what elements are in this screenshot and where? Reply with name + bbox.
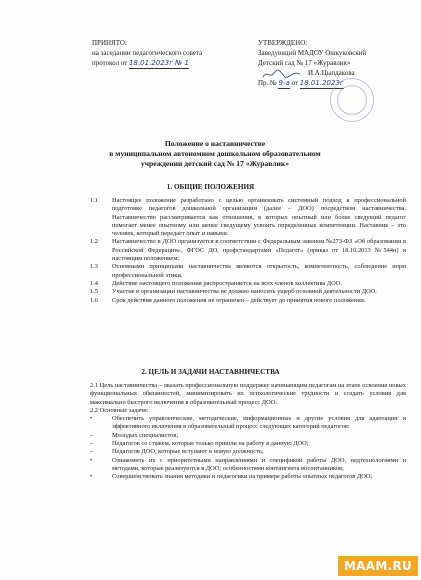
signature-image bbox=[262, 68, 302, 80]
protocol-handwritten: 18.01.2023г № 1 bbox=[129, 59, 189, 67]
section-1-body bbox=[90, 197, 406, 305]
clause-1-3: 1.3 Основными принципами наставничества являются открытость, компетентность, соблюдение норм профессиональной этики. bbox=[90, 263, 406, 279]
clause-1-1: 1.1 Настоящее положение разработано с целью организовать системный подход к профессиональной подготовке педагогов дошкольной организации (далее – ДОО) посредством наставничества. Наставничество рассматривается как отношения, в которых опытный или более сведущий педагог помогает менее опытному или менее сведущему усвоить определенные компетенции. Наставник – это человек, который передает опыт и навыки. bbox=[90, 197, 406, 238]
maam-watermark-logo[interactable]: MAAM.RU bbox=[338, 556, 418, 576]
approved-by-council: на заседании педагогического совета bbox=[92, 49, 203, 57]
order-line: Пр. № 9-а от 18.01.2023г bbox=[258, 79, 344, 87]
dash-item: – Педагогов со стажем, которые только пришли на работу в данную ДОО; bbox=[90, 440, 309, 448]
clause-1-5: 1.5 Участие в организации наставничества не должно наносить ущерб основной деятельности ДОО. bbox=[90, 288, 377, 296]
confirmed-label: УТВЕРЖДЕНО: bbox=[258, 39, 308, 47]
section-2-heading: 2. ЦЕЛЬ И ЗАДАЧИ НАСТАВНИЧЕСТВА bbox=[141, 368, 280, 376]
approval-block-right bbox=[258, 38, 398, 89]
head-position: Заведующий МАДОУ Ошкуковский bbox=[258, 49, 367, 57]
clause-1-2: 1.2 Наставничество в ДОО организуется в соответствии с Федеральным законом №273-ФЗ «Об образовании в Российской Федерации», ФГОС ДО, профстандартами «Педагог» (приказ от 18.10.2013 №544н) и настоящим положением. bbox=[90, 238, 406, 263]
bullet-item: • Совершенствовать знания методики и педагогики на примере работы опытных педагогов ДОО; bbox=[90, 473, 373, 481]
kindergarten-name: Детский сад № 17 «Журавлик» bbox=[258, 59, 351, 67]
approved-label: ПРИНЯТО: bbox=[92, 39, 127, 47]
document-title: Положение о наставничестве в муниципальном автономном дошкольном образовательном учреждении детский сад № 17 «Журавлик» bbox=[109, 139, 321, 168]
clause-1-4: 1.4 Действие настоящего положения распространяется на всех членов коллектива ДОО. bbox=[90, 279, 342, 287]
clause-2-2: 2.2 Основные задачи: bbox=[90, 406, 149, 414]
official-stamp bbox=[330, 78, 374, 122]
clause-1-6: 1.6 Срок действия данного положения не ограничен – действует до принятия нового положения. bbox=[90, 296, 366, 304]
section-1-heading: 1. ОБЩИЕ ПОЛОЖЕНИЯ bbox=[166, 183, 255, 191]
dash-item: – Молодых специалистов; bbox=[90, 431, 179, 439]
bullet-item: • Обеспечить управленческие, методические, информационные и другие условия для адаптации и эффективного включения в образовательный процесс следующих категорий педагогов: bbox=[90, 415, 406, 431]
dash-item: – Педагогов ДОО, которые вступают в новую должность; bbox=[90, 448, 264, 456]
section-2-body bbox=[90, 382, 406, 482]
approval-block-left bbox=[92, 38, 242, 69]
clause-2-1: 2.1 Цель наставничества – оказать профессиональную поддержку начинающим педагогам на этапе освоения новых функциональных обязанностей, минимизировать их психологические трудности и создать условия для максимально быстрого включения в образовательный процесс ДОО. bbox=[90, 382, 406, 406]
bullet-item: • Ознакомить их с приоритетными направлениями и спецификой работы ДОО, педтехнологиями и методами, которые реализуются в ДОО; особенностями контингента воспитанников; bbox=[90, 456, 406, 472]
head-name: И.А.Цыпдакова bbox=[308, 69, 355, 77]
protocol-line: протокол от 18.01.2023г № 1 bbox=[92, 59, 189, 67]
